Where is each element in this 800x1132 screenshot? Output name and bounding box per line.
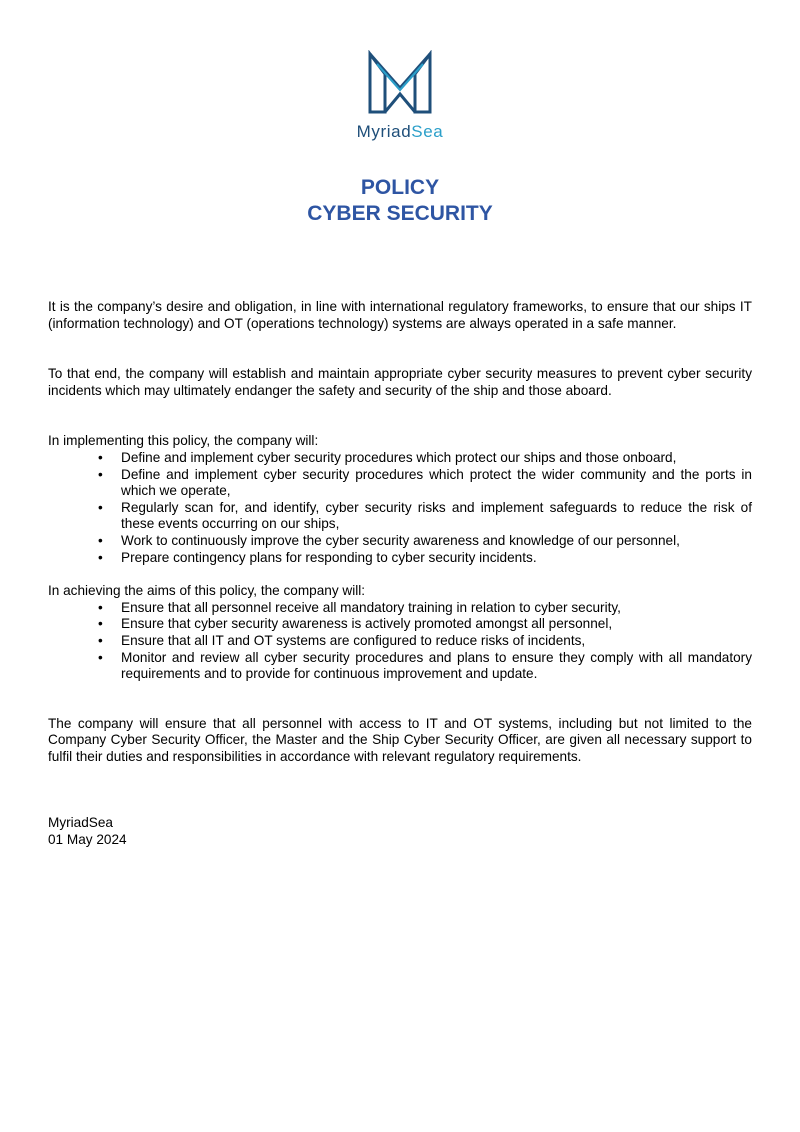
logo-wordmark-myriad: Myriad <box>356 122 412 141</box>
achieving-intro: In achieving the aims of this policy, the company will: <box>48 583 366 599</box>
signoff-company: MyriadSea <box>48 815 113 831</box>
implementing-list <box>48 450 752 566</box>
list-item: • Define and implement cyber security procedures which protect our ships and those onboard, <box>121 450 752 467</box>
list-item: • Prepare contingency plans for responding to cyber security incidents. <box>121 550 752 567</box>
list-item: • Ensure that all personnel receive all mandatory training in relation to cyber security, <box>121 600 752 617</box>
company-logo <box>0 50 800 142</box>
logo-mark-icon <box>365 50 435 116</box>
logo-wordmark <box>0 122 800 142</box>
logo-wordmark-sea: Sea <box>411 122 444 141</box>
list-item: • Ensure that all IT and OT systems are configured to reduce risks of incidents, <box>121 633 752 650</box>
list-item: • Define and implement cyber security procedures which protect the wider community and the ports in which we operate, <box>121 467 752 500</box>
list-item: • Regularly scan for, and identify, cyber security risks and implement safeguards to reduce the risk of these events occurring on our ships, <box>121 500 752 533</box>
list-item: • Work to continuously improve the cyber security awareness and knowledge of our personnel, <box>121 533 752 550</box>
signoff <box>48 815 752 848</box>
document-title <box>0 175 800 227</box>
support-paragraph: The company will ensure that all personnel with access to IT and OT systems, including but not limited to the Company Cyber Security Officer, the Master and the Ship Cyber Security Officer, are given all necessary support to fulfil their duties and responsibilities in accordance with relevant regulatory requirements. <box>48 715 752 764</box>
intro-paragraph: It is the company’s desire and obligation, in line with international regulatory frameworks, to ensure that our ships IT (information technology) and OT (operations technology) systems are always operated in a safe manner. <box>48 299 752 331</box>
list-item: • Ensure that cyber security awareness is actively promoted amongst all personnel, <box>121 616 752 633</box>
signoff-date: 01 May 2024 <box>48 832 127 848</box>
measures-paragraph: To that end, the company will establish and maintain appropriate cyber security measures to prevent cyber security incidents which may ultimately endanger the safety and security of the ship and those aboard. <box>48 366 752 398</box>
policy-body <box>48 299 752 849</box>
achieving-list <box>48 600 752 683</box>
title-line-policy: POLICY <box>360 176 440 199</box>
title-line-cyber-security: CYBER SECURITY <box>307 202 493 225</box>
list-item: • Monitor and review all cyber security procedures and plans to ensure they comply with all mandatory requirements and to provide for continuous improvement and update. <box>121 650 752 683</box>
implementing-intro: In implementing this policy, the company will: <box>48 433 319 449</box>
